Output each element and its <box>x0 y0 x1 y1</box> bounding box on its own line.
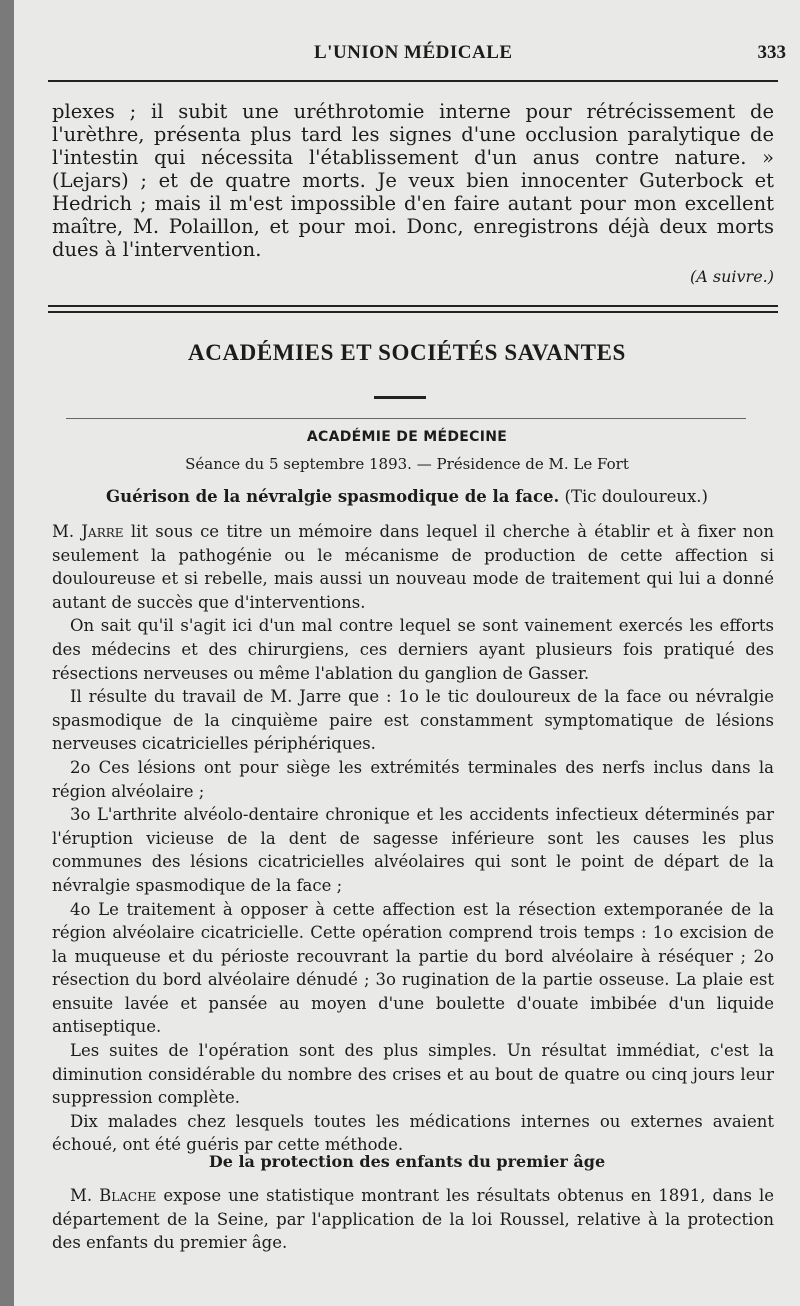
journal-page <box>14 0 800 1306</box>
paragraph: M. Blache expose une statistique montrant les résultats obtenus en 1891, dans le département de la Seine, par l'application de la loi Roussel, relative à la protection des enfants du premier âge. <box>52 1186 774 1253</box>
paragraph: M. Jarre lit sous ce titre un mémoire dans lequel il cherche à établir et à fixer non seulement la pathogénie ou le mécanisme de production de cette affection si douloureuse et si rebelle, mais aussi un nouveau mode de traitement qui lui a donné autant de succès que d'interventions. <box>52 522 774 612</box>
author-name: Blache <box>99 1186 157 1205</box>
running-head <box>14 42 800 72</box>
paper-title-main: Guérison de la névralgie spasmodique de la face. <box>106 487 560 506</box>
continuation-paragraph: plexes ; il subit une uréthrotomie interne pour rétrécissement de l'urèthre, présenta plus tard les signes d'une occlusion paralytique de l'intestin qui nécessita l'établissement d'un anus contre nature. » (Lejars) ; et de quatre morts. Je veux bien innocenter Guterbock et Hedrich ; mais il m'est impossible d'en faire autant pour mon excellent maître, M. Polaillon, et pour moi. Donc, enregistrons déjà deux morts dues à l'intervention. <box>52 100 774 261</box>
to-be-continued: (A suivre.) <box>690 267 774 286</box>
paragraph: Dix malades chez lesquels toutes les médications internes ou externes avaient échoué, ont été guéris par cette méthode. <box>52 1111 774 1155</box>
neuralgia-report <box>52 520 774 1157</box>
session-line: Séance du 5 septembre 1893. — Présidence de M. Le Fort <box>185 455 629 473</box>
section-divider-top <box>48 305 778 307</box>
paper-title-sub: (Tic douloureux.) <box>559 487 708 506</box>
paragraph: 3o L'arthrite alvéolo-dentaire chronique et les accidents infectieux déterminés par l'éruption vicieuse de la dent de sagesse inférieure sont les causes les plus communes des lésions cicatricielles alvéolaires qui sont le point de départ de la névralgie spasmodique de la face ; <box>52 805 774 895</box>
paper-title-child-protection: De la protection des enfants du premier âge <box>208 1152 606 1171</box>
page-number: 333 <box>757 42 786 63</box>
running-title: L'UNION MÉDICALE <box>314 42 513 63</box>
author-name: Jarre <box>81 522 124 541</box>
paragraph: Il résulte du travail de M. Jarre que : 1o le tic douloureux de la face ou névralgie spasmodique de la cinquième paire est constamment symptomatique de lésions nerveuses cicatricielles périphériques. <box>52 687 774 754</box>
section-title: ACADÉMIES ET SOCIÉTÉS SAVANTES <box>188 340 626 365</box>
header-rule <box>48 80 778 82</box>
child-protection-report <box>52 1184 774 1255</box>
academy-name: ACADÉMIE DE MÉDECINE <box>306 429 508 445</box>
academy-rule <box>66 418 746 419</box>
ornament-dash <box>374 396 426 399</box>
paragraph: On sait qu'il s'agit ici d'un mal contre lequel se sont vainement exercés les efforts des médecins et des chirurgiens, ces derniers ayant plusieurs fois pratiqué des résections nerveuses ou même l'ablation du ganglion de Gasser. <box>52 616 774 683</box>
section-divider-bottom <box>48 311 778 313</box>
continuation-block <box>52 100 774 288</box>
paragraph: 4o Le traitement à opposer à cette affection est la résection extemporanée de la région alvéolaire cicatricielle. Cette opération comprend trois temps : 1o excision de la muqueuse et du périoste recouvrant la partie du bord alvéolaire à réséquer ; 2o résection du bord alvéolaire dénudé ; 3o rugination de la partie osseuse. La plaie est ensuite lavée et pansée au moyen d'une boulette d'ouate imbibée d'un liquide antiseptique. <box>52 899 774 1037</box>
paragraph: Les suites de l'opération sont des plus simples. Un résultat immédiat, c'est la diminution considérable du nombre des crises et au bout de quatre ou cinq jours leur suppression complète. <box>52 1041 774 1108</box>
paper-title-neuralgia <box>14 487 800 506</box>
paragraph: 2o Ces lésions ont pour siège les extrémités terminales des nerfs inclus dans la région alvéolaire ; <box>52 757 774 801</box>
